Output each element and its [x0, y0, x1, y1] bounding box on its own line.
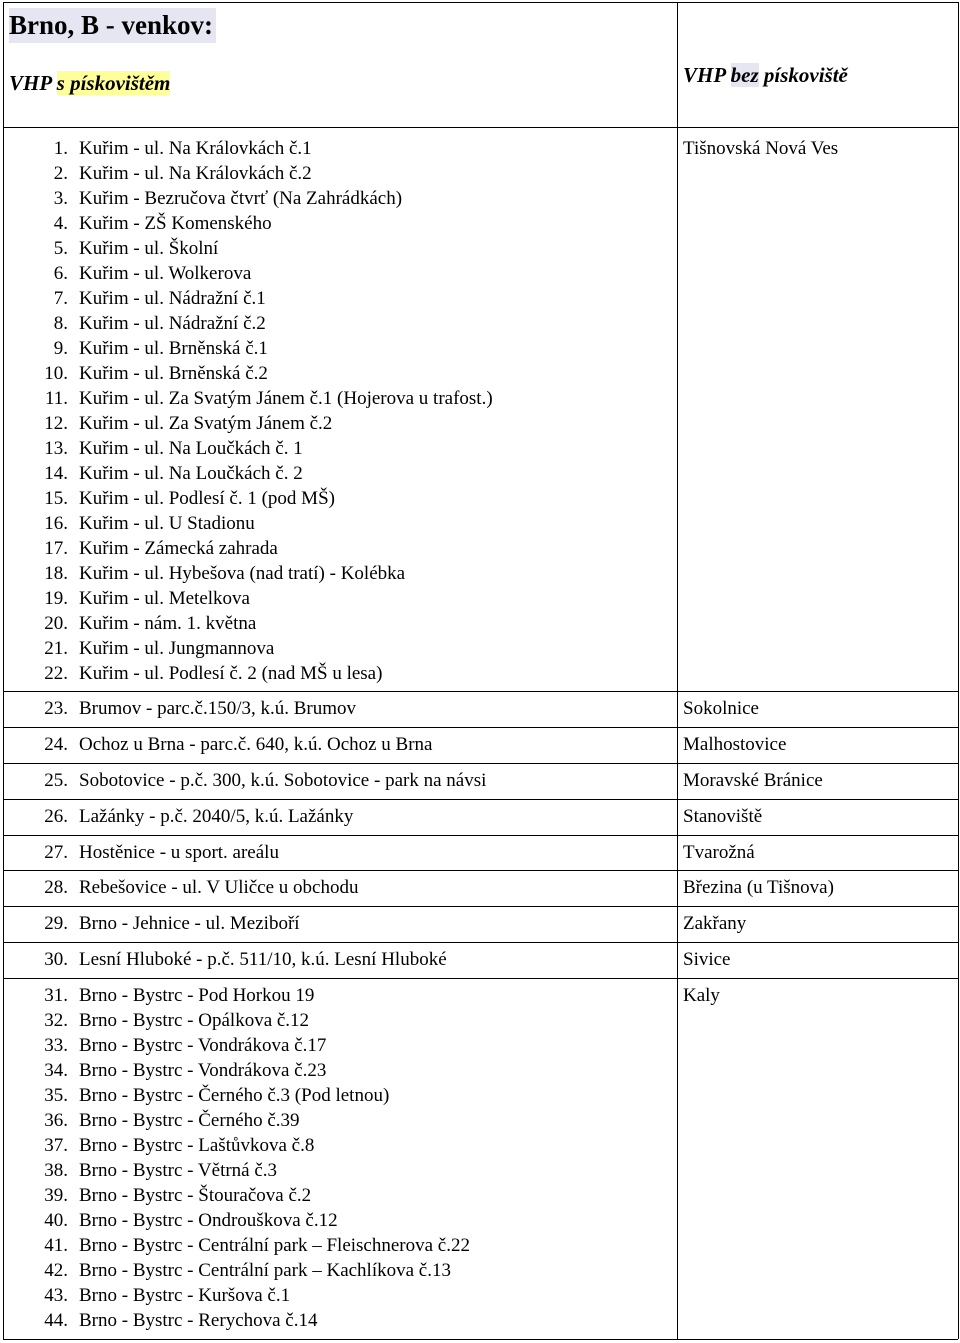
item-location: Kuřim - nám. 1. května [79, 613, 257, 634]
list-item [0, 387, 493, 411]
item-location: Brno - Bystrc - Kuršova č.1 [79, 1285, 291, 1306]
item-location: Kuřim - ul. Za Svatým Jánem č.1 (Hojerova u trafost.) [79, 388, 493, 409]
list-item [0, 237, 218, 261]
item-location: Kuřim - ul. Podlesí č. 2 (nad MŠ u lesa) [79, 663, 383, 684]
item-number: 4. [53, 213, 68, 234]
item-location: Ochoz u Brna - parc.č. 640, k.ú. Ochoz u Brna [79, 734, 433, 755]
list-item [0, 805, 353, 829]
left-column-header [9, 70, 170, 96]
list-item [0, 1009, 309, 1033]
item-number: 31. [44, 985, 68, 1006]
right-header-prefix: VHP [683, 63, 731, 87]
item-location: Brno - Jehnice - ul. Meziboří [79, 913, 300, 934]
list-item [0, 1034, 326, 1058]
item-number: 26. [44, 806, 68, 827]
item-number: 22. [44, 663, 68, 684]
page-title: Brno, B - venkov: [9, 8, 216, 43]
item-number: 3. [53, 188, 68, 209]
item-number: 41. [44, 1235, 68, 1256]
item-location: Brno - Bystrc - Větrná č.3 [79, 1160, 278, 1181]
item-location: Kuřim - ul. Na Loučkách č. 2 [79, 463, 303, 484]
list-item [0, 1234, 470, 1258]
no-sandpit-location: Kaly [683, 985, 720, 1006]
item-location: Brno - Bystrc - Štouračova č.2 [79, 1185, 312, 1206]
right-column-header [683, 62, 848, 88]
item-number: 44. [44, 1310, 68, 1331]
item-number: 38. [44, 1160, 68, 1181]
item-number: 11. [44, 388, 68, 409]
item-number: 1. [53, 138, 68, 159]
item-number: 33. [44, 1035, 68, 1056]
table-rule [3, 1339, 958, 1340]
item-location: Kuřim - ul. Školní [79, 238, 219, 259]
item-location: Brno - Bystrc - Laštůvkova č.8 [79, 1135, 315, 1156]
item-location: Kuřim - ul. Jungmannova [79, 638, 275, 659]
item-location: Lažánky - p.č. 2040/5, k.ú. Lažánky [79, 806, 354, 827]
table-rule [3, 763, 958, 764]
item-location: Hostěnice - u sport. areálu [79, 842, 279, 863]
item-location: Brno - Bystrc - Opálkova č.12 [79, 1010, 310, 1031]
list-item [0, 262, 251, 286]
list-item [0, 512, 255, 536]
item-number: 40. [44, 1210, 68, 1231]
item-location: Kuřim - ZŠ Komenského [79, 213, 272, 234]
list-item [0, 187, 402, 211]
no-sandpit-location: Sivice [683, 949, 731, 970]
item-location: Kuřim - ul. Na Královkách č.1 [79, 138, 312, 159]
list-item [0, 137, 312, 161]
item-location: Kuřim - ul. Hybešova (nad tratí) - Kolébka [79, 563, 406, 584]
list-item [0, 437, 303, 461]
item-location: Lesní Hluboké - p.č. 511/10, k.ú. Lesní Hluboké [79, 949, 447, 970]
column-rule [677, 2, 678, 1339]
item-number: 43. [44, 1285, 68, 1306]
list-item [0, 1109, 300, 1133]
item-number: 19. [44, 588, 68, 609]
list-item [0, 487, 335, 511]
no-sandpit-location: Březina (u Tišnova) [683, 877, 834, 898]
no-sandpit-location: Malhostovice [683, 734, 787, 755]
item-number: 2. [53, 163, 68, 184]
item-number: 14. [44, 463, 68, 484]
item-number: 32. [44, 1010, 68, 1031]
table-rule [3, 691, 958, 692]
list-item [0, 337, 268, 361]
left-header-highlight: s pískovištěm [56, 71, 171, 95]
item-number: 15. [44, 488, 68, 509]
item-location: Brno - Bystrc - Centrální park – Kachlíkova č.13 [79, 1260, 451, 1281]
list-item [0, 769, 486, 793]
item-location: Kuřim - ul. Nádražní č.2 [79, 313, 266, 334]
item-number: 13. [44, 438, 68, 459]
table-rule [3, 835, 958, 836]
item-number: 8. [53, 313, 68, 334]
item-number: 29. [44, 913, 68, 934]
list-item [0, 587, 250, 611]
column-rule [3, 2, 4, 1339]
no-sandpit-location: Sokolnice [683, 698, 759, 719]
item-number: 9. [53, 338, 68, 359]
table-rule [3, 799, 958, 800]
item-number: 27. [44, 842, 68, 863]
item-number: 7. [53, 288, 68, 309]
list-item [0, 462, 303, 486]
item-location: Kuřim - Zámecká zahrada [79, 538, 278, 559]
item-location: Kuřim - ul. Brněnská č.1 [79, 338, 268, 359]
item-location: Brno - Bystrc - Centrální park – Fleischnerova č.22 [79, 1235, 470, 1256]
item-location: Kuřim - ul. Nádražní č.1 [79, 288, 266, 309]
item-location: Rebešovice - ul. V Uličce u obchodu [79, 877, 359, 898]
right-header-highlight: bez [730, 63, 759, 87]
list-item [0, 312, 266, 336]
item-number: 5. [53, 238, 68, 259]
item-number: 36. [44, 1110, 68, 1131]
item-number: 10. [44, 363, 68, 384]
list-item [0, 948, 447, 972]
item-location: Brno - Bystrc - Ondrouškova č.12 [79, 1210, 338, 1231]
item-location: Brno - Bystrc - Vondrákova č.17 [79, 1035, 327, 1056]
list-item [0, 362, 268, 386]
list-item [0, 984, 314, 1008]
list-item [0, 1309, 318, 1333]
list-item [0, 1284, 290, 1308]
item-location: Kuřim - ul. Podlesí č. 1 (pod MŠ) [79, 488, 335, 509]
column-rule [958, 2, 959, 1339]
list-item [0, 1059, 326, 1083]
list-item [0, 612, 256, 636]
item-location: Brno - Bystrc - Pod Horkou 19 [79, 985, 315, 1006]
item-number: 24. [44, 734, 68, 755]
table-rule [3, 906, 958, 907]
list-item [0, 1184, 311, 1208]
item-location: Brumov - parc.č.150/3, k.ú. Brumov [79, 698, 357, 719]
item-number: 21. [44, 638, 68, 659]
item-location: Kuřim - ul. Na Královkách č.2 [79, 163, 312, 184]
item-location: Brno - Bystrc - Černého č.3 (Pod letnou) [79, 1085, 390, 1106]
list-item [0, 1084, 389, 1108]
list-item [0, 637, 274, 661]
no-sandpit-location: Moravské Bránice [683, 770, 823, 791]
item-location: Brno - Bystrc - Vondrákova č.23 [79, 1060, 327, 1081]
list-item [0, 912, 300, 936]
list-item [0, 287, 266, 311]
list-item [0, 537, 278, 561]
no-sandpit-location: Zakřany [683, 913, 747, 934]
no-sandpit-location: Stanoviště [683, 806, 763, 827]
item-number: 39. [44, 1185, 68, 1206]
item-location: Kuřim - ul. Za Svatým Jánem č.2 [79, 413, 333, 434]
item-number: 18. [44, 563, 68, 584]
item-number: 20. [44, 613, 68, 634]
table-rule [3, 942, 958, 943]
list-item [0, 1209, 338, 1233]
item-location: Kuřim - Bezručova čtvrť (Na Zahrádkách) [79, 188, 403, 209]
list-item [0, 1259, 451, 1283]
item-number: 37. [44, 1135, 68, 1156]
item-location: Kuřim - ul. Wolkerova [79, 263, 252, 284]
no-sandpit-location: Tišnovská Nová Ves [683, 138, 839, 159]
no-sandpit-location: Tvarožná [683, 842, 755, 863]
left-header-prefix: VHP [9, 71, 57, 95]
table-rule [3, 127, 958, 128]
list-item [0, 662, 382, 686]
item-number: 30. [44, 949, 68, 970]
item-location: Brno - Bystrc - Černého č.39 [79, 1110, 300, 1131]
item-number: 35. [44, 1085, 68, 1106]
list-item [0, 841, 279, 865]
list-item [0, 562, 405, 586]
list-item [0, 212, 272, 236]
list-item [0, 1134, 314, 1158]
list-item [0, 1159, 277, 1183]
list-item [0, 697, 356, 721]
item-number: 12. [44, 413, 68, 434]
item-number: 28. [44, 877, 68, 898]
table-rule [3, 2, 958, 3]
list-item [0, 412, 332, 436]
item-location: Sobotovice - p.č. 300, k.ú. Sobotovice - park na návsi [79, 770, 487, 791]
item-location: Kuřim - ul. Metelkova [79, 588, 250, 609]
table-rule [3, 978, 958, 979]
item-number: 25. [44, 770, 68, 791]
item-number: 16. [44, 513, 68, 534]
item-location: Kuřim - ul. U Stadionu [79, 513, 255, 534]
right-header-suffix: pískoviště [758, 63, 848, 87]
table-rule [3, 870, 958, 871]
list-item [0, 162, 312, 186]
item-number: 17. [44, 538, 68, 559]
list-item [0, 876, 358, 900]
table-rule [3, 727, 958, 728]
item-location: Kuřim - ul. Brněnská č.2 [79, 363, 268, 384]
list-item [0, 733, 433, 757]
item-number: 34. [44, 1060, 68, 1081]
item-location: Kuřim - ul. Na Loučkách č. 1 [79, 438, 303, 459]
item-number: 23. [44, 698, 68, 719]
item-number: 6. [53, 263, 68, 284]
item-number: 42. [44, 1260, 68, 1281]
item-location: Brno - Bystrc - Rerychova č.14 [79, 1310, 318, 1331]
